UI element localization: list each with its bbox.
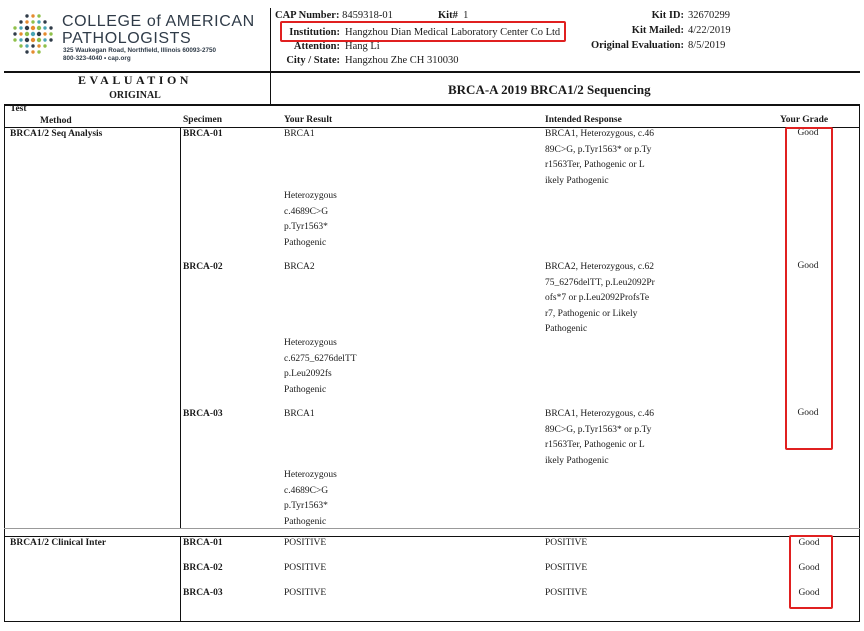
kit-mailed-value: 4/22/2019: [688, 25, 731, 36]
section2-test-column-border: [180, 537, 181, 622]
result-detail-line: c.4689C>G: [284, 485, 329, 496]
section2-test-name: BRCA1/2 Clinical Inter: [10, 538, 107, 548]
logo-dot: [31, 26, 35, 30]
logo-dot: [25, 20, 28, 23]
section1-row2-result-detail: [284, 336, 357, 398]
kit-number-value: 1: [463, 10, 469, 21]
logo-dot: [19, 26, 22, 29]
logo-dot: [25, 44, 28, 47]
section2-row2-grade: Good: [798, 563, 820, 573]
section2-grade-highlight-box: [789, 535, 833, 609]
section2-row3-specimen: BRCA-03: [183, 588, 223, 598]
section1-row3-intended: [545, 407, 654, 469]
organization-name: [62, 13, 255, 47]
page-break-seam: [4, 528, 860, 529]
logo-dot: [13, 38, 16, 41]
logo-dot: [43, 32, 46, 35]
result-detail-line: Heterozygous: [284, 191, 337, 201]
logo-dot: [37, 26, 41, 30]
institution-label: Institution:: [289, 27, 340, 38]
table-top-border: [4, 104, 860, 106]
header-row-border: [4, 127, 860, 128]
logo-dot: [43, 20, 46, 23]
logo-dot: [43, 38, 46, 41]
city-state-label: City / State:: [286, 55, 340, 66]
original-evaluation-value: 8/5/2019: [688, 40, 726, 51]
cap-number-value: 8459318-01: [342, 10, 393, 21]
original-evaluation-label: Original Evaluation:: [590, 40, 684, 51]
logo-dot: [31, 20, 34, 23]
cap-number-field: [275, 10, 393, 21]
logo-dot: [31, 32, 35, 36]
table-bottom-border: [4, 621, 860, 622]
section1-row3-specimen: BRCA-03: [183, 409, 223, 419]
section1-row2-specimen: BRCA-02: [183, 262, 223, 272]
logo-dot: [37, 50, 40, 53]
logo-dot: [19, 32, 22, 35]
intended-line: 89C>G, p.Tyr1563* or p.Ty: [545, 144, 652, 155]
logo-dot: [25, 14, 28, 17]
col-header-grade: Your Grade: [780, 115, 829, 125]
kit-number-field: [438, 10, 468, 21]
section2-top-border: [4, 536, 860, 537]
intended-line: 75_6276delTT, p.Leu2092Pr: [545, 277, 655, 288]
header-divider-vertical: [270, 8, 271, 104]
section1-row3-result-gene: BRCA1: [284, 409, 315, 419]
intended-line: r1563Ter, Pathogenic or L: [545, 440, 645, 450]
organization-address: [63, 47, 216, 63]
logo-dot: [31, 38, 35, 42]
evaluation-subtitle: ORIGINAL: [109, 90, 161, 101]
institution-value: Hangzhou Dian Medical Laboratory Center Co Ltd: [345, 27, 561, 38]
intended-line: BRCA1, Heterozygous, c.46: [545, 409, 654, 419]
section1-row1-specimen: BRCA-01: [183, 129, 223, 139]
col-header-intended: Intended Response: [545, 115, 622, 125]
section2-row3-intended: POSITIVE: [545, 588, 588, 598]
table-left-border: [4, 104, 5, 622]
kit-number-label: Kit#: [438, 10, 458, 21]
city-state-value: Hangzhou Zhe CH 310030: [345, 55, 459, 66]
section1-row1-result-gene: BRCA1: [284, 129, 315, 139]
section2-row2-intended: POSITIVE: [545, 563, 588, 573]
section2-row3-grade: Good: [798, 588, 820, 598]
result-detail-line: p.Tyr1563*: [284, 501, 328, 511]
result-detail-line: c.4689C>G: [284, 206, 329, 217]
section1-row3-result-detail: [284, 468, 337, 530]
section2-row1-specimen: BRCA-01: [183, 538, 223, 548]
intended-line: Pathogenic: [545, 324, 588, 334]
organization-contact-line: 800-323-4040 • cap.org: [63, 55, 131, 62]
section1-test-column-border: [180, 128, 181, 528]
section1-row1-intended: [545, 127, 654, 189]
logo-dot: [25, 38, 29, 42]
kit-id-value: 32670299: [688, 10, 730, 21]
intended-line: ofs*7 or p.Leu2092ProfsTe: [545, 293, 650, 303]
section1-row3-grade: Good: [797, 408, 819, 418]
logo-dot: [19, 20, 22, 23]
attention-value: Hang Li: [345, 41, 380, 52]
logo-dot: [25, 32, 29, 36]
cap-dots-logo-icon: [10, 11, 56, 57]
organization-address-line: 325 Waukegan Road, Northfield, Illinois 60093-2750: [63, 47, 217, 54]
section1-row2-result-gene: BRCA2: [284, 262, 315, 272]
logo-dot: [13, 26, 16, 29]
intended-line: ikely Pathogenic: [545, 455, 609, 466]
section1-row2-grade: Good: [797, 261, 819, 271]
col-header-result: Your Result: [284, 115, 333, 125]
logo-dot: [37, 32, 41, 36]
col-header-method: Method: [40, 116, 72, 126]
logo-dot: [49, 26, 52, 29]
logo-dot: [31, 44, 34, 47]
intended-line: BRCA2, Heterozygous, c.62: [545, 262, 654, 272]
intended-line: 89C>G, p.Tyr1563* or p.Ty: [545, 424, 652, 435]
kit-mailed-label: Kit Mailed:: [631, 25, 684, 36]
result-detail-line: Pathogenic: [284, 384, 327, 395]
section1-row1-grade: Good: [797, 128, 819, 138]
logo-dot: [43, 26, 46, 29]
result-detail-line: Heterozygous: [284, 338, 337, 348]
logo-dot: [37, 14, 40, 17]
logo-dot: [13, 32, 16, 35]
logo-dot: [31, 14, 34, 17]
logo-dot: [37, 20, 40, 23]
organization-name-line2: PATHOLOGISTS: [62, 30, 192, 47]
section1-row2-intended: [545, 260, 655, 338]
section1-row1-result-detail: [284, 189, 337, 251]
table-right-border: [859, 104, 860, 622]
intended-line: r1563Ter, Pathogenic or L: [545, 160, 645, 170]
intended-line: BRCA1, Heterozygous, c.46: [545, 129, 654, 139]
result-detail-line: c.6275_6276delTT: [284, 353, 357, 364]
attention-label: Attention:: [293, 41, 340, 52]
program-title: BRCA-A 2019 BRCA1/2 Sequencing: [448, 82, 651, 97]
intended-line: ikely Pathogenic: [545, 175, 609, 186]
cap-number-label: CAP Number:: [275, 10, 340, 21]
section2-row1-intended: POSITIVE: [545, 538, 588, 548]
intended-line: r7, Pathogenic or Likely: [545, 308, 638, 319]
section2-row2-result: POSITIVE: [284, 563, 327, 573]
logo-dot: [43, 44, 46, 47]
kit-id-label: Kit ID:: [651, 10, 684, 21]
organization-name-line1: COLLEGE of AMERICAN: [62, 13, 255, 30]
col-header-test: Test: [10, 104, 27, 114]
institution-highlight-box: [280, 21, 566, 42]
section2-row1-grade: Good: [798, 538, 820, 548]
logo-dot: [25, 26, 29, 30]
logo-dot: [49, 32, 52, 35]
logo-dot: [19, 38, 22, 41]
result-detail-line: p.Leu2092fs: [284, 369, 332, 379]
section2-row2-specimen: BRCA-02: [183, 563, 223, 573]
section1-grade-highlight-box: [785, 127, 833, 450]
result-detail-line: Pathogenic: [284, 516, 327, 527]
evaluation-title: EVALUATION: [78, 73, 192, 87]
logo-dot: [37, 44, 40, 47]
result-detail-line: Heterozygous: [284, 470, 337, 480]
logo-dot: [31, 50, 34, 53]
logo-dot: [37, 38, 41, 42]
logo-dot: [19, 44, 22, 47]
logo-dot: [49, 38, 52, 41]
section2-row1-result: POSITIVE: [284, 538, 327, 548]
col-header-specimen: Specimen: [183, 115, 223, 125]
logo-dot: [25, 50, 28, 53]
section1-test-name: BRCA1/2 Seq Analysis: [10, 129, 103, 139]
result-detail-line: p.Tyr1563*: [284, 222, 328, 232]
result-detail-line: Pathogenic: [284, 237, 327, 248]
section2-row3-result: POSITIVE: [284, 588, 327, 598]
